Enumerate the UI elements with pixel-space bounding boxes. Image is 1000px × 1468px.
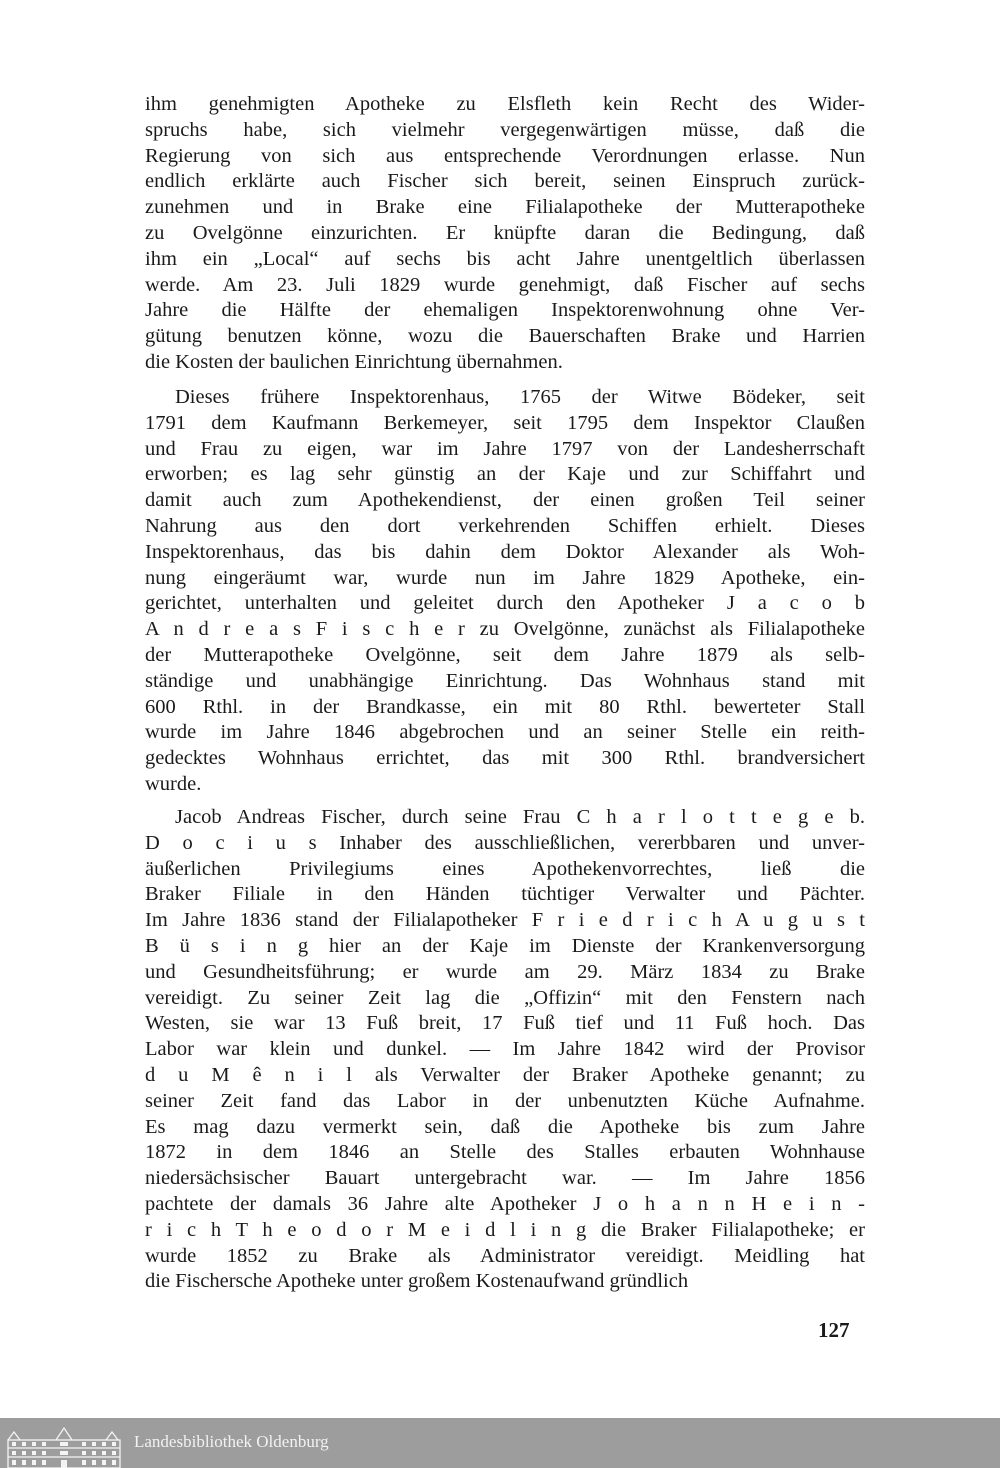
text-line: gerichtet, unterhalten und geleitet durch den Apotheker J a c o b [145, 592, 865, 615]
text-line: Regierung von sich aus entsprechende Verordnungen erlasse. Nun [145, 144, 865, 167]
text-line: die Kosten der baulichen Einrichtung übernahmen. [145, 350, 563, 373]
paragraph-2 [145, 385, 865, 798]
text-line: der Mutterapotheke Ovelgönne, seit dem Jahre 1879 als selb- [145, 643, 865, 666]
text-line: wurde. [145, 772, 202, 795]
text-line: endlich erklärte auch Fischer sich bereit, seinen Einspruch zurück- [145, 170, 865, 193]
text-line: Jacob Andreas Fischer, durch seine Frau C h a r l o t t e g e b. [175, 806, 865, 828]
text-line: Nahrung aus den dort verkehrenden Schiffen erhielt. Dieses [145, 514, 865, 537]
text-line: wurde im Jahre 1846 abgebrochen und an seiner Stelle ein reith- [145, 721, 865, 744]
text-line: seiner Zeit fand das Labor in der unbenutzten Küche Aufnahme. [145, 1089, 865, 1112]
text-line: Es mag dazu vermerkt sein, daß die Apotheke bis zum Jahre [145, 1115, 865, 1138]
text-line: B ü s i n g hier an der Kaje im Dienste der Krankenversorgung [145, 934, 865, 957]
text-line: Dieses frühere Inspektorenhaus, 1765 der Witwe Bödeker, seit [175, 386, 865, 408]
text-line: erworben; es lag sehr günstig an der Kaje und zur Schiffahrt und [145, 463, 865, 486]
text-line: zunehmen und in Brake eine Filialapotheke der Mutterapotheke [145, 196, 865, 219]
text-line: niedersächsischer Bauart untergebracht war. — Im Jahre 1856 [145, 1167, 865, 1190]
text-line: die Fischersche Apotheke unter großem Kostenaufwand gründlich [145, 1270, 689, 1293]
text-line: Jahre die Hälfte der ehemaligen Inspektorenwohnung ohne Ver- [145, 299, 865, 322]
text-line: Im Jahre 1836 stand der Filialapotheker F r i e d r i c h A u g u s t [145, 909, 865, 932]
text-line: D o c i u s Inhaber des ausschließlichen, vererbbaren und unver- [145, 831, 865, 854]
text-line: Inspektorenhaus, das bis dahin dem Doktor Alexander als Woh- [145, 540, 865, 563]
footer-bar [0, 1418, 1000, 1468]
text-line: r i c h T h e o d o r M e i d l i n g die Braker Filialapotheke; er [145, 1218, 865, 1241]
text-line: A n d r e a s F i s c h e r zu Ovelgönne, zunächst als Filialapotheke [145, 618, 865, 641]
text-line: 1872 in dem 1846 an Stelle des Stalles erbauten Wohnhause [145, 1141, 865, 1164]
text-line: 1791 dem Kaufmann Berkemeyer, seit 1795 dem Inspektor Claußen [145, 411, 865, 434]
paragraph-3 [145, 805, 865, 1295]
text-line: d u M ê n i l als Verwalter der Braker Apotheke genannt; zu [145, 1063, 865, 1086]
text-line: damit auch zum Apothekendienst, der einen großen Teil seiner [145, 489, 865, 512]
text-line: spruchs habe, sich vielmehr vergegenwärtigen müsse, daß die [145, 118, 865, 141]
text-line: und Gesundheitsführung; er wurde am 29. März 1834 zu Brake [145, 960, 865, 983]
text-line: gütung benutzen könne, wozu die Bauerschaften Brake und Harrien [145, 325, 865, 348]
paragraph-1 [145, 92, 865, 376]
text-line: vereidigt. Zu seiner Zeit lag die „Offizin“ mit den Fenstern nach [145, 986, 865, 1009]
text-line: Labor war klein und dunkel. — Im Jahre 1842 wird der Provisor [145, 1038, 865, 1061]
text-line: pachtete der damals 36 Jahre alte Apotheker J o h a n n H e i n - [145, 1192, 865, 1215]
text-line: Braker Filiale in den Händen tüchtiger Verwalter und Pächter. [145, 883, 865, 906]
library-name: Landesbibliothek Oldenburg [134, 1432, 329, 1451]
text-line: ständige und unabhängige Einrichtung. Das Wohnhaus stand mit [145, 669, 865, 692]
text-line: ihm ein „Local“ auf sechs bis acht Jahre unentgeltlich überlassen [145, 247, 865, 270]
text-line: Westen, sie war 13 Fuß breit, 17 Fuß tief und 11 Fuß hoch. Das [145, 1012, 865, 1035]
text-line: ihm genehmigten Apotheke zu Elsfleth kein Recht des Wider- [145, 93, 865, 115]
text-line: werde. Am 23. Juli 1829 wurde genehmigt, daß Fischer auf sechs [145, 273, 865, 296]
text-line: äußerlichen Privilegiums eines Apothekenvorrechtes, ließ die [145, 857, 865, 880]
text-line: wurde 1852 zu Brake als Administrator vereidigt. Meidling hat [145, 1244, 865, 1267]
text-line: nung eingeräumt war, wurde nun im Jahre 1829 Apotheke, ein- [145, 566, 865, 589]
text-line: 600 Rthl. in der Brandkasse, ein mit 80 Rthl. bewerteter Stall [145, 695, 865, 718]
page-number: 127 [818, 1318, 850, 1342]
text-line: und Frau zu eigen, war im Jahre 1797 von der Landesherrschaft [145, 437, 865, 460]
text-line: gedecktes Wohnhaus errichtet, das mit 300 Rthl. brandversichert [145, 747, 865, 770]
library-building-logo-icon [6, 1426, 122, 1468]
text-line: zu Ovelgönne einzurichten. Er knüpfte daran die Bedingung, daß [145, 221, 865, 244]
